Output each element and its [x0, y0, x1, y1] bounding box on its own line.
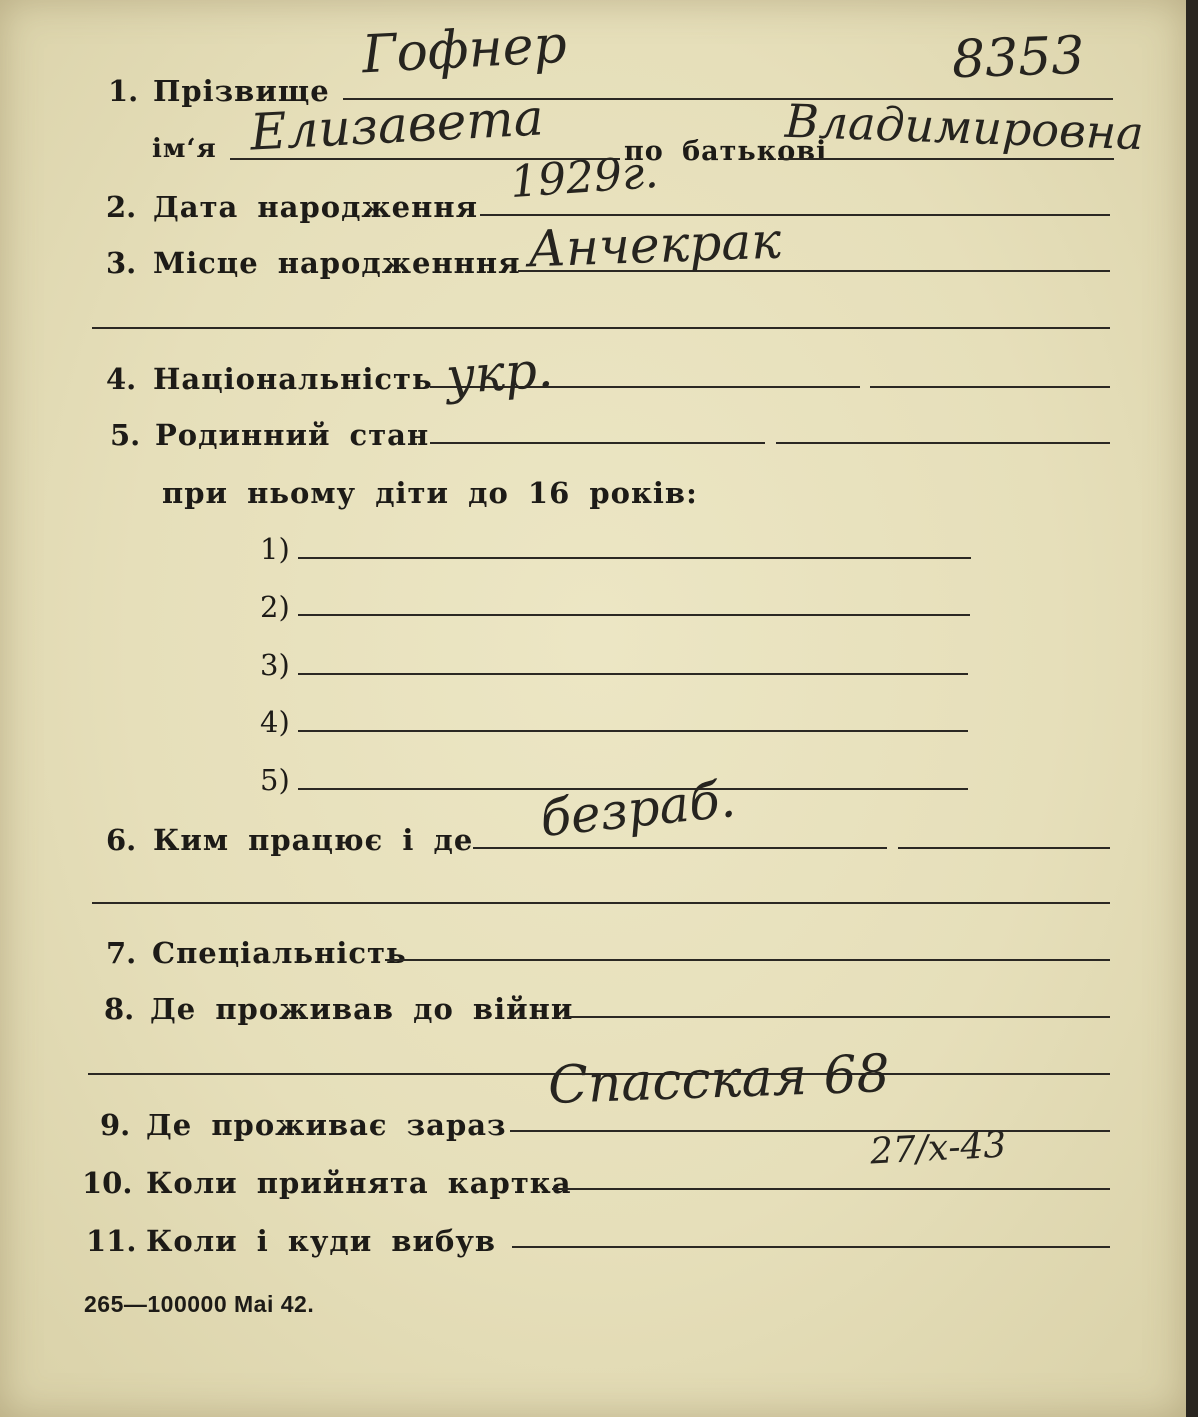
child-line-4: [298, 730, 968, 732]
field-number-4: 4.: [106, 362, 137, 396]
occupation-line-3: [92, 902, 1110, 904]
first-name-label: ім‘я: [152, 134, 217, 164]
field-number-11: 11.: [86, 1224, 137, 1258]
child-number-5: 5): [260, 763, 290, 797]
departure-line: [512, 1246, 1110, 1248]
handwritten-card-date: 27/х-43: [869, 1124, 1008, 1173]
handwritten-birth-date: 1929г.: [508, 146, 660, 209]
current-residence-line: [510, 1130, 1110, 1132]
child-line-2: [298, 614, 970, 616]
departure-label: Коли і куди вибув: [146, 1224, 497, 1258]
patronymic-label: по батькові: [624, 136, 828, 167]
child-number-3: 3): [260, 648, 290, 682]
speciality-label: Спеціальність: [152, 936, 407, 970]
handwritten-birth-place: Анчекрак: [527, 211, 782, 279]
birth-place-line-2: [92, 327, 1110, 329]
child-number-4: 4): [260, 705, 290, 739]
occupation-line-2: [898, 847, 1110, 849]
field-number-1: 1.: [108, 74, 139, 108]
family-status-line: [430, 442, 765, 444]
child-line-1: [298, 557, 971, 559]
field-number-3: 3.: [106, 246, 137, 280]
nationality-label: Національність: [153, 362, 433, 396]
field-number-9: 9.: [100, 1108, 131, 1142]
family-status-label: Родинний стан: [155, 418, 430, 452]
child-number-2: 2): [260, 590, 290, 624]
field-number-8: 8.: [104, 992, 135, 1026]
handwritten-first-name: Елизавета: [248, 88, 545, 162]
handwritten-nationality: укр.: [444, 340, 555, 406]
child-line-3: [298, 673, 968, 675]
prewar-residence-label: Де проживав до війни: [150, 992, 574, 1026]
field-number-6: 6.: [106, 823, 137, 857]
speciality-line: [385, 959, 1110, 961]
children-label: при ньому діти до 16 років:: [162, 476, 698, 510]
occupation-line: [473, 847, 887, 849]
field-number-5: 5.: [110, 418, 141, 452]
patronymic-line: [778, 158, 1114, 160]
handwritten-patronymic: Владимировна: [784, 93, 1145, 161]
card-accepted-label: Коли прийнята картка: [146, 1166, 572, 1200]
occupation-label: Ким працює і де: [153, 823, 474, 857]
prewar-residence-line: [565, 1016, 1110, 1018]
nationality-line-2: [870, 386, 1110, 388]
handwritten-current-address: Спасская 68: [547, 1044, 891, 1116]
handwritten-card-number: 8353: [950, 25, 1086, 91]
field-number-2: 2.: [106, 190, 137, 224]
birth-date-line: [480, 214, 1110, 216]
birth-date-label: Дата народження: [153, 190, 479, 224]
handwritten-occupation: безраб.: [537, 769, 739, 849]
handwritten-surname: Гофнер: [360, 14, 569, 86]
child-number-1: 1): [260, 532, 290, 566]
card-accepted-line: [552, 1188, 1110, 1190]
print-code-footer: 265—100000 Mai 42.: [84, 1291, 315, 1317]
family-status-line-2: [776, 442, 1110, 444]
field-number-10: 10.: [82, 1166, 133, 1200]
field-number-7: 7.: [106, 936, 137, 970]
surname-label: Прізвище: [153, 74, 330, 108]
birth-place-label: Місце народженння: [153, 246, 521, 280]
current-residence-label: Де проживає зараз: [146, 1108, 507, 1142]
